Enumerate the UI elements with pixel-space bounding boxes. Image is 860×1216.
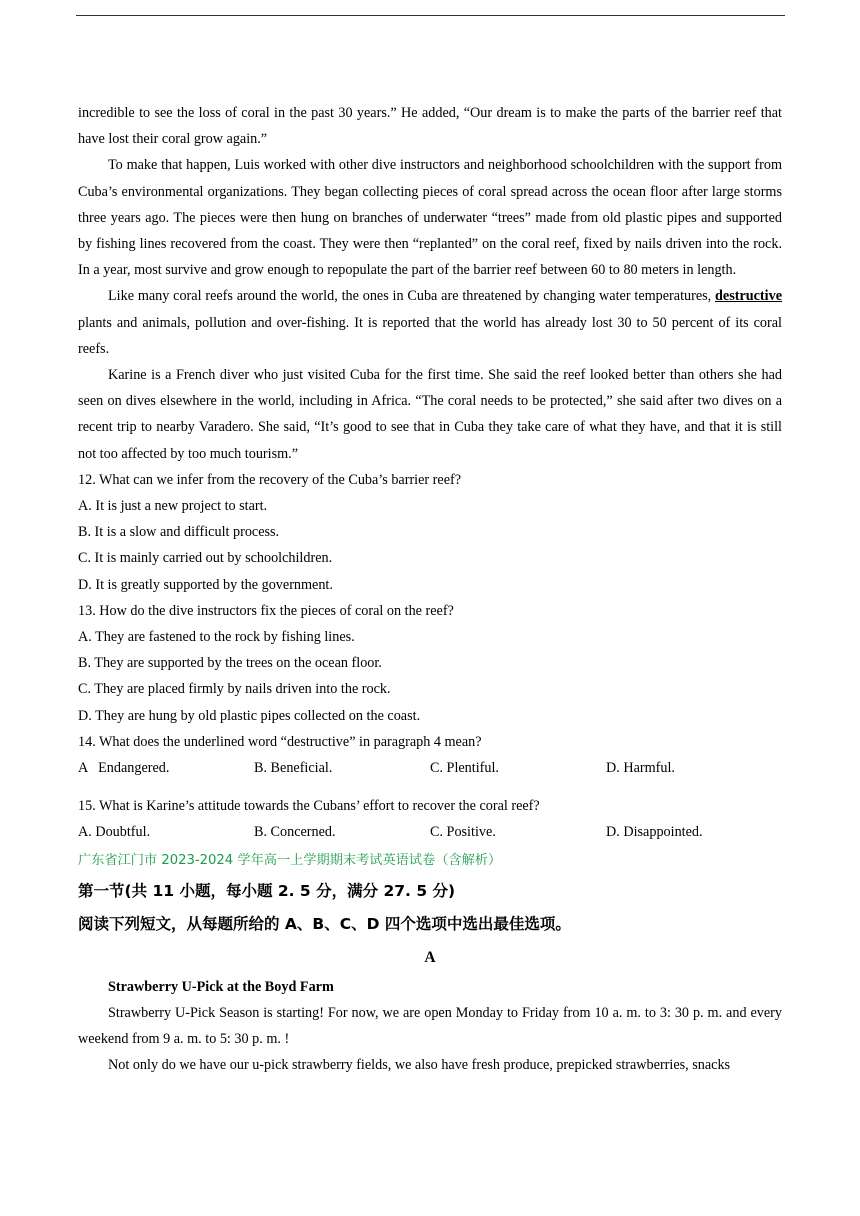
article-paragraph-1: Strawberry U-Pick Season is starting! For now, we are open Monday to Friday from 10 a. m. to 3: 30 p. m. and every weekend from 9 a. m. to 5: 30 p. m. !	[78, 1004, 782, 1048]
question-stem: 14. What does the underlined word “destructive” in paragraph 4 mean?	[78, 733, 482, 750]
option-d: D. They are hung by old plastic pipes collected on the coast.	[78, 707, 421, 724]
option-c: C. It is mainly carried out by schoolchildren.	[78, 550, 333, 567]
option-c: C. They are placed firmly by nails driven into the rock.	[78, 681, 391, 698]
option-b: B. Beneficial.	[254, 760, 333, 777]
options-row	[78, 755, 782, 781]
option-b: B. Concerned.	[254, 824, 336, 841]
passage-paragraph-2: To make that happen, Luis worked with other dive instructors and neighborhood schoolchildren with the support from Cuba’s environmental organizations. They began collecting pieces of coral spread across the ocean floor after large storms three years ago. The pieces were then hung on branches of underwater “trees” made from old plastic pipes and supported by fishing lines recovered from the coast. They were then “replanted” on the coral reef, fixed by nails driven into the rock. In a year, most survive and grow enough to repopulate the part of the barrier reef between 60 to 80 meters in length.	[78, 157, 782, 279]
underlined-word-destructive: destructive	[715, 288, 782, 305]
option-a: A. They are fastened to the rock by fishing lines.	[78, 629, 355, 646]
option-a: A. It is just a new project to start.	[78, 498, 268, 515]
article-paragraph-2: Not only do we have our u-pick strawberry fields, we also have fresh produce, prepicked strawberries, snacks	[108, 1057, 731, 1074]
spacer	[78, 781, 782, 793]
option-a: A Endangered.	[78, 760, 170, 777]
header-rule	[76, 15, 785, 16]
option-b: B. They are supported by the trees on the ocean floor.	[78, 655, 382, 672]
article-title: Strawberry U-Pick at the Boyd Farm	[108, 978, 334, 995]
question-13	[78, 598, 782, 729]
question-stem: 12. What can we infer from the recovery of the Cuba’s barrier reef?	[78, 471, 462, 488]
option-c: C. Plentiful.	[430, 760, 499, 777]
option-a: A. Doubtful.	[78, 824, 151, 841]
passage-paragraph-3	[78, 283, 782, 362]
part-label: A	[424, 948, 436, 966]
option-d: D. Harmful.	[606, 760, 675, 777]
instructions: 阅读下列短文，从每题所给的 A、B、C、D 四个选项中选出最佳选项。	[78, 914, 571, 933]
paragraph-3-text-after: plants and animals, pollution and over-fishing. It is reported that the world has already lost 30 to 50 percent of its coral reefs.	[78, 314, 782, 357]
paragraph-3-text-before: Like many coral reefs around the world, the ones in Cuba are threatened by changing water temperatures,	[108, 288, 716, 305]
section-header: 第一节(共 11 小题，每小题 2. 5 分，满分 27. 5 分)	[78, 881, 456, 900]
option-c: C. Positive.	[430, 824, 496, 841]
page-content	[78, 100, 782, 1079]
option-d: D. It is greatly supported by the government.	[78, 576, 333, 593]
passage-paragraph-1: incredible to see the loss of coral in the past 30 years.” He added, “Our dream is to make the parts of the barrier reef that have lost their coral grow again.”	[78, 105, 782, 148]
option-b: B. It is a slow and difficult process.	[78, 524, 280, 541]
passage-paragraph-4: Karine is a French diver who just visited Cuba for the first time. She said the reef looked better than others she had seen on dives elsewhere in the world, including in Africa. “The coral needs to be protected,” she said after two dives on a recent trip to nearby Varadero. She said, “It’s good to see that in Cuba they take care of what they have, and that it is still not too affected by too much tourism.”	[78, 367, 782, 462]
question-stem: 13. How do the dive instructors fix the pieces of coral on the reef?	[78, 602, 454, 619]
question-14	[78, 729, 782, 781]
question-15	[78, 793, 782, 845]
question-12	[78, 467, 782, 598]
option-d: D. Disappointed.	[606, 824, 703, 841]
exam-title: 广东省江门市 2023-2024 学年高一上学期期末考试英语试卷（含解析）	[78, 852, 502, 868]
options-row	[78, 819, 782, 845]
question-stem: 15. What is Karine’s attitude towards the Cubans’ effort to recover the coral reef?	[78, 798, 540, 815]
